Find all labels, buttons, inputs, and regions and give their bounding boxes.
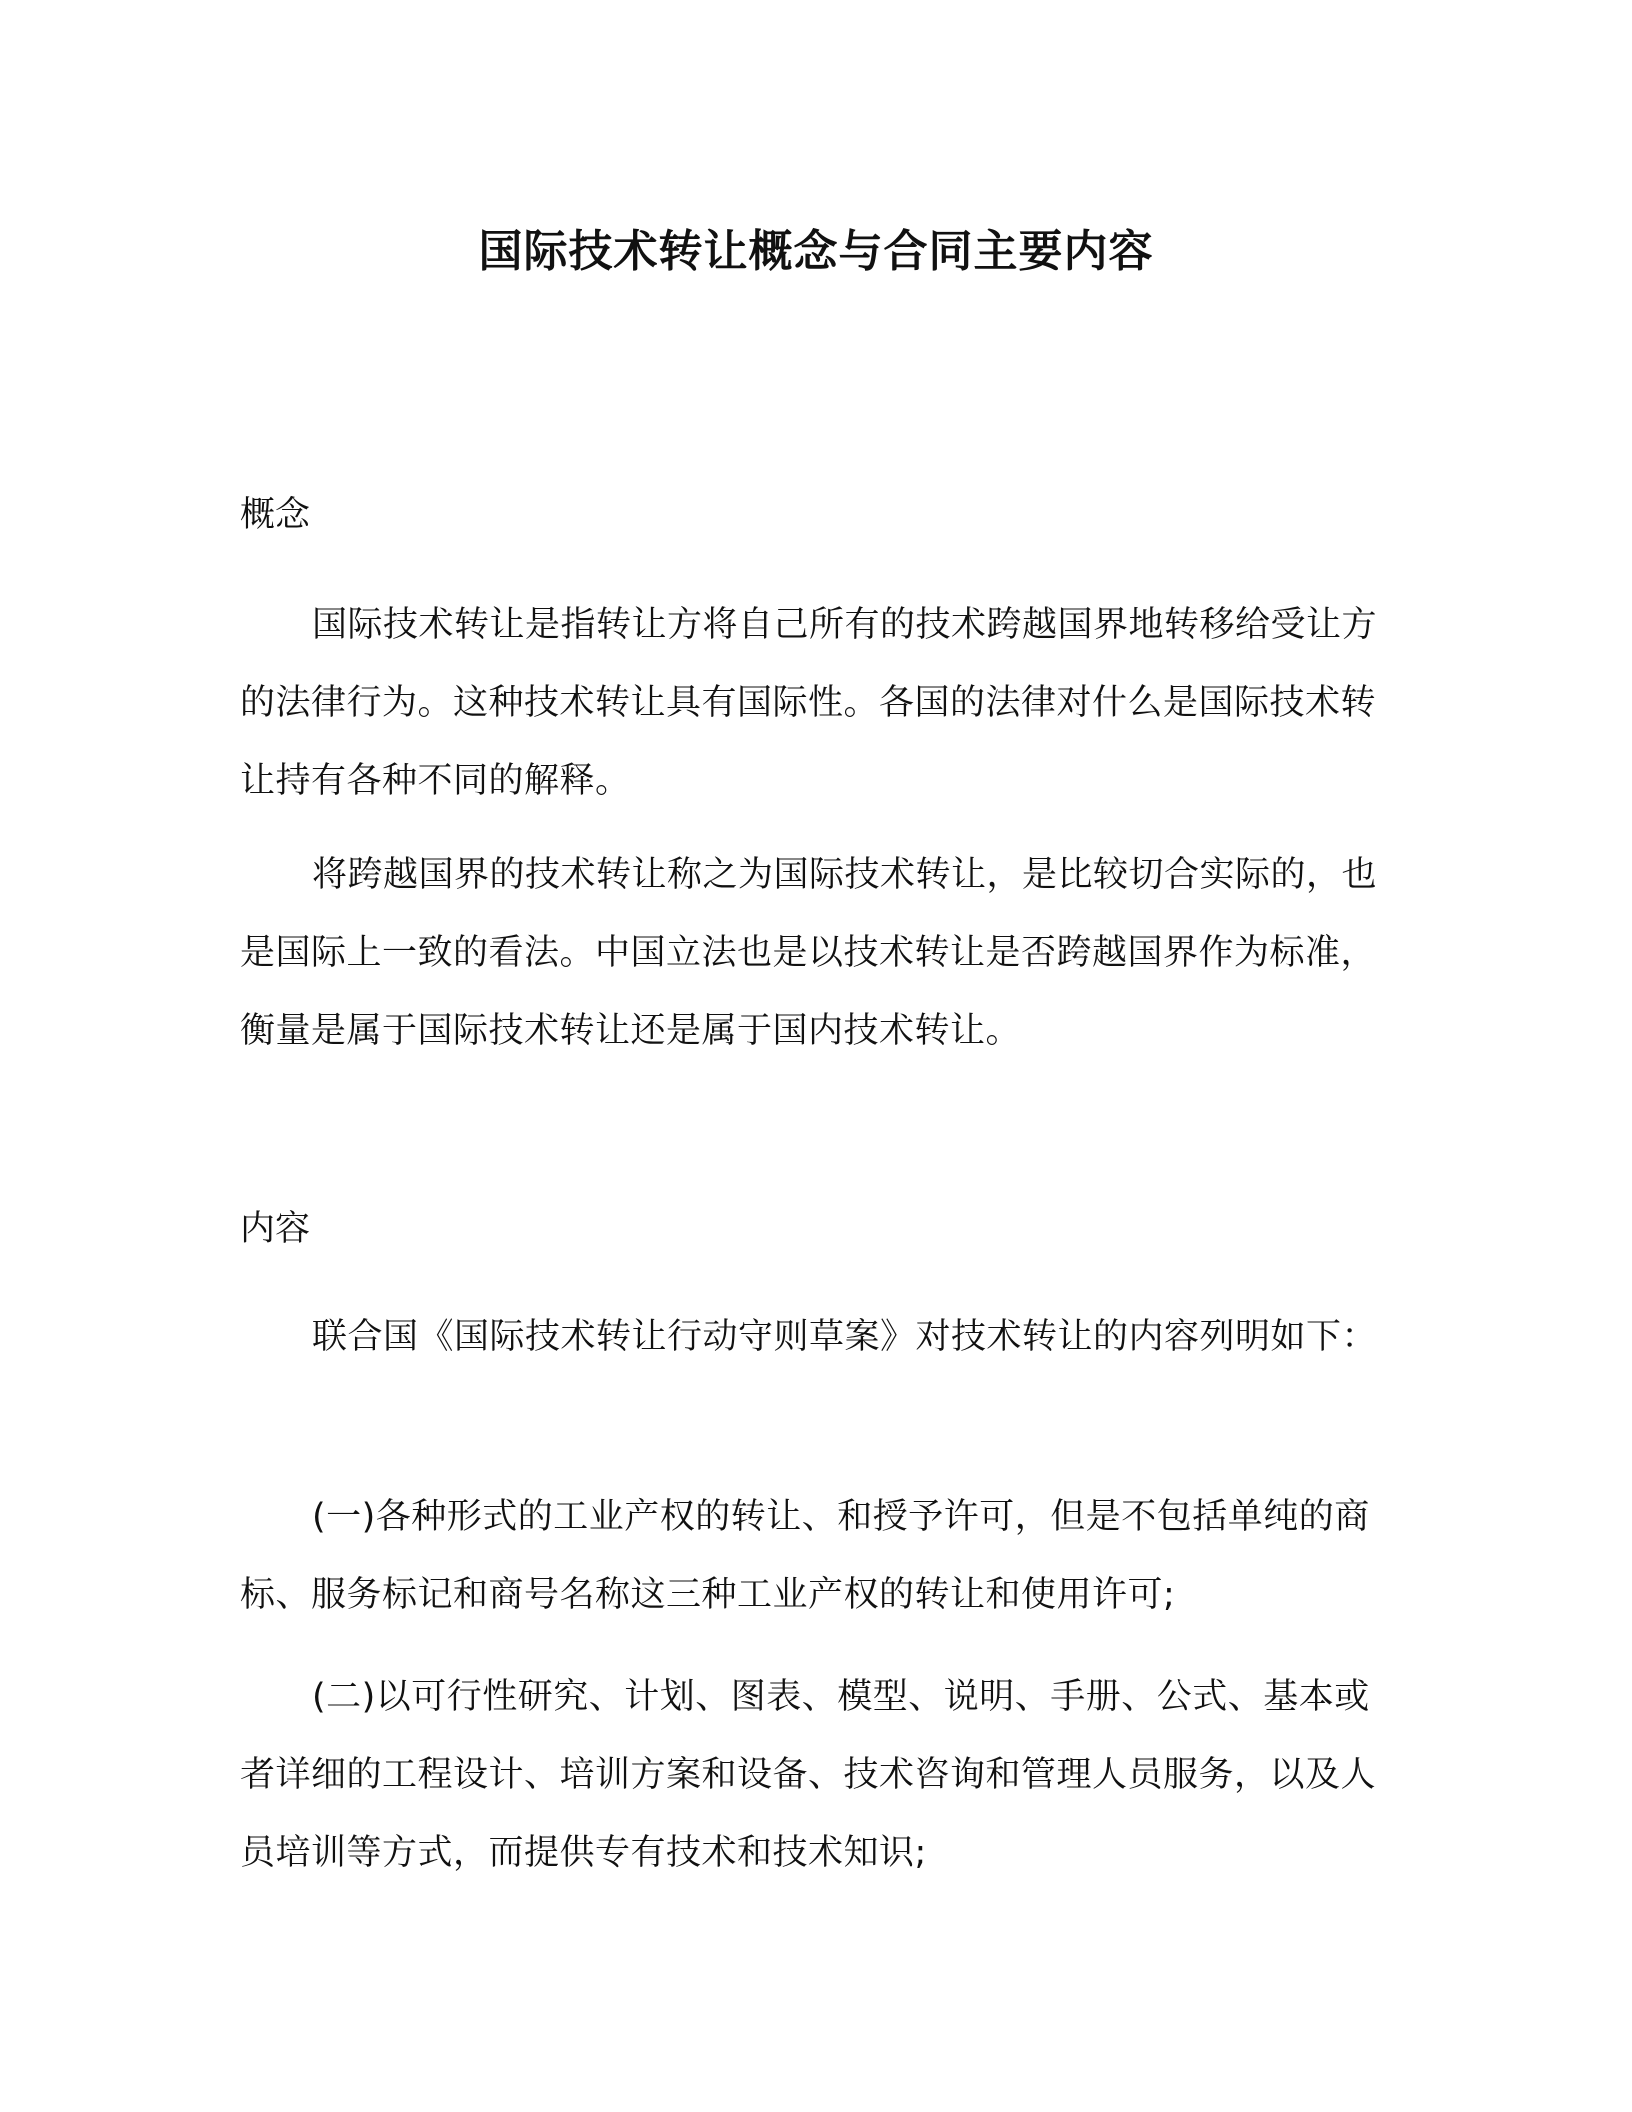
concept-paragraph-2: 将跨越国界的技术转让称之为国际技术转让，是比较切合实际的，也是国际上一致的看法。中国立法也是以技术转让是否跨越国界作为标准，衡量是属于国际技术转让还是属于国内技术转让。 [240,855,1378,1051]
section-heading-concept: 概念 [240,495,311,535]
document-title: 国际技术转让概念与合同主要内容 [478,226,1154,277]
content-item-2: (二)以可行性研究、计划、图表、模型、说明、手册、公式、基本或者详细的工程设计、培训方案和设备、技术咨询和管理人员服务，以及人员培训等方式，而提供专有技术和技术知识; [240,1677,1377,1873]
section-heading-content: 内容 [240,1209,311,1249]
content-item-1: (一)各种形式的工业产权的转让、和授予许可，但是不包括单纯的商标、服务标记和商号名称这三种工业产权的转让和使用许可; [240,1497,1370,1615]
concept-paragraph-1: 国际技术转让是指转让方将自己所有的技术跨越国界地转移给受让方的法律行为。这种技术转让具有国际性。各国的法律对什么是国际技术转让持有各种不同的解释。 [240,605,1378,801]
content-paragraph-intro: 联合国《国际技术转让行动守则草案》对技术转让的内容列明如下： [312,1317,1378,1357]
